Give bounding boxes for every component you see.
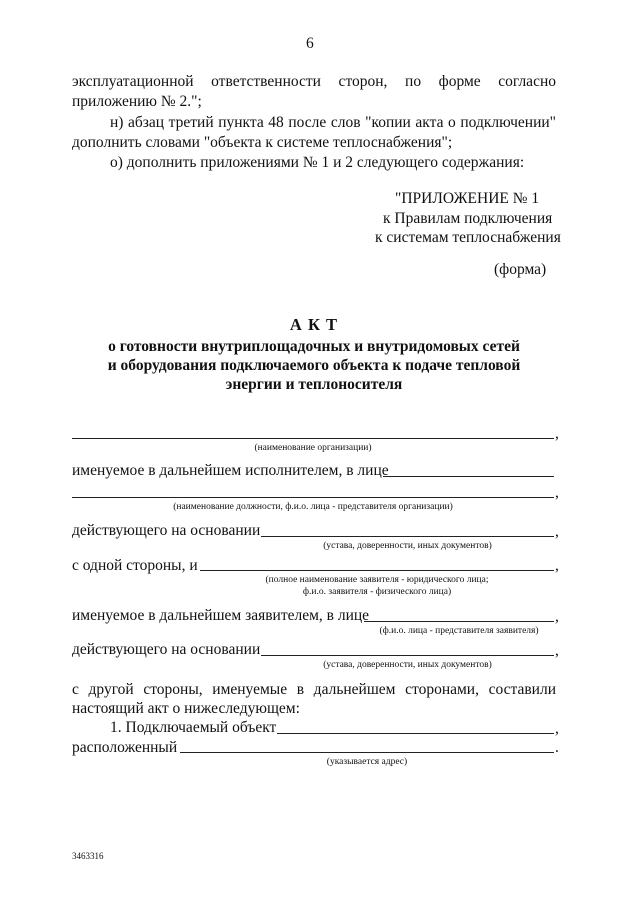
item-1-label: 1. Подключаемый объект: [110, 719, 277, 736]
basis-label-2: действующего на основании: [72, 641, 261, 658]
caption-organization: (наименование организации): [254, 443, 372, 453]
caption-basis-1: (устава, доверенности, иных документов): [323, 541, 492, 551]
applicant-representative-field[interactable]: [364, 621, 554, 622]
basis-label-1: действующего на основании: [72, 522, 261, 539]
other-side-line-1: с другой стороны, именуемые в дальнейшем сторонами, составили: [72, 681, 556, 698]
applicant-label: именуемое в дальнейшем заявителем, в лице: [72, 607, 370, 624]
comma: ,: [555, 425, 559, 442]
executor-label: именуемое в дальнейшем исполнителем, в лице: [72, 462, 389, 479]
one-side-label: с одной стороны, и: [72, 557, 198, 574]
intro-line-1: эксплуатационной ответственности сторон, по форме согласно: [72, 73, 556, 90]
appendix-systems-line: к системам теплоснабжения: [375, 229, 561, 246]
located-label: расположенный: [72, 739, 178, 756]
basis-document-field-2[interactable]: [261, 655, 554, 656]
period: .: [555, 739, 559, 756]
appendix-title: "ПРИЛОЖЕНИЕ № 1: [395, 190, 540, 207]
caption-position: (наименование должности, ф.и.о. лица - представителя организации): [173, 502, 453, 512]
other-side-line-2: настоящий акт о нижеследующем:: [72, 700, 300, 717]
caption-representative: (ф.и.о. лица - представителя заявителя): [379, 626, 539, 636]
comma: ,: [555, 557, 559, 574]
comma: ,: [555, 484, 559, 501]
comma: ,: [555, 523, 559, 540]
comma: ,: [555, 720, 559, 737]
address-field[interactable]: [180, 752, 554, 753]
comma: ,: [555, 608, 559, 625]
connected-object-field[interactable]: [277, 733, 554, 734]
document-code: 3463316: [72, 851, 104, 861]
page-number: 6: [306, 35, 314, 52]
caption-applicant-2: ф.и.о. заявителя - физического лица): [302, 587, 452, 597]
caption-address: (указывается адрес): [326, 757, 408, 767]
form-label: (форма): [494, 261, 547, 278]
representative-position-field[interactable]: [72, 497, 554, 498]
executor-person-field[interactable]: [383, 476, 554, 477]
intro-line-4: дополнить словами "объекта к системе теплоснабжения";: [72, 134, 453, 151]
intro-line-5: о) дополнить приложениями № 1 и 2 следующего содержания:: [110, 154, 525, 171]
caption-applicant-1: (полное наименование заявителя - юридического лица;: [265, 575, 489, 585]
appendix-rules-line: к Правилам подключения: [383, 210, 553, 227]
basis-document-field-1[interactable]: [261, 536, 554, 537]
intro-line-2: приложению № 2.";: [72, 93, 202, 110]
act-title: А К Т: [289, 315, 339, 334]
act-subtitle-3: энергии и теплоносителя: [225, 376, 403, 393]
caption-basis-2: (устава, доверенности, иных документов): [323, 660, 492, 670]
act-subtitle-2: и оборудования подключаемого объекта к подаче тепловой: [107, 357, 521, 374]
act-subtitle-1: о готовности внутриплощадочных и внутридомовых сетей: [108, 338, 520, 355]
comma: ,: [555, 642, 559, 659]
organization-name-field[interactable]: [72, 438, 554, 439]
applicant-name-field[interactable]: [200, 570, 554, 571]
intro-line-3: н) абзац третий пункта 48 после слов "копии акта о подключении": [110, 114, 556, 131]
